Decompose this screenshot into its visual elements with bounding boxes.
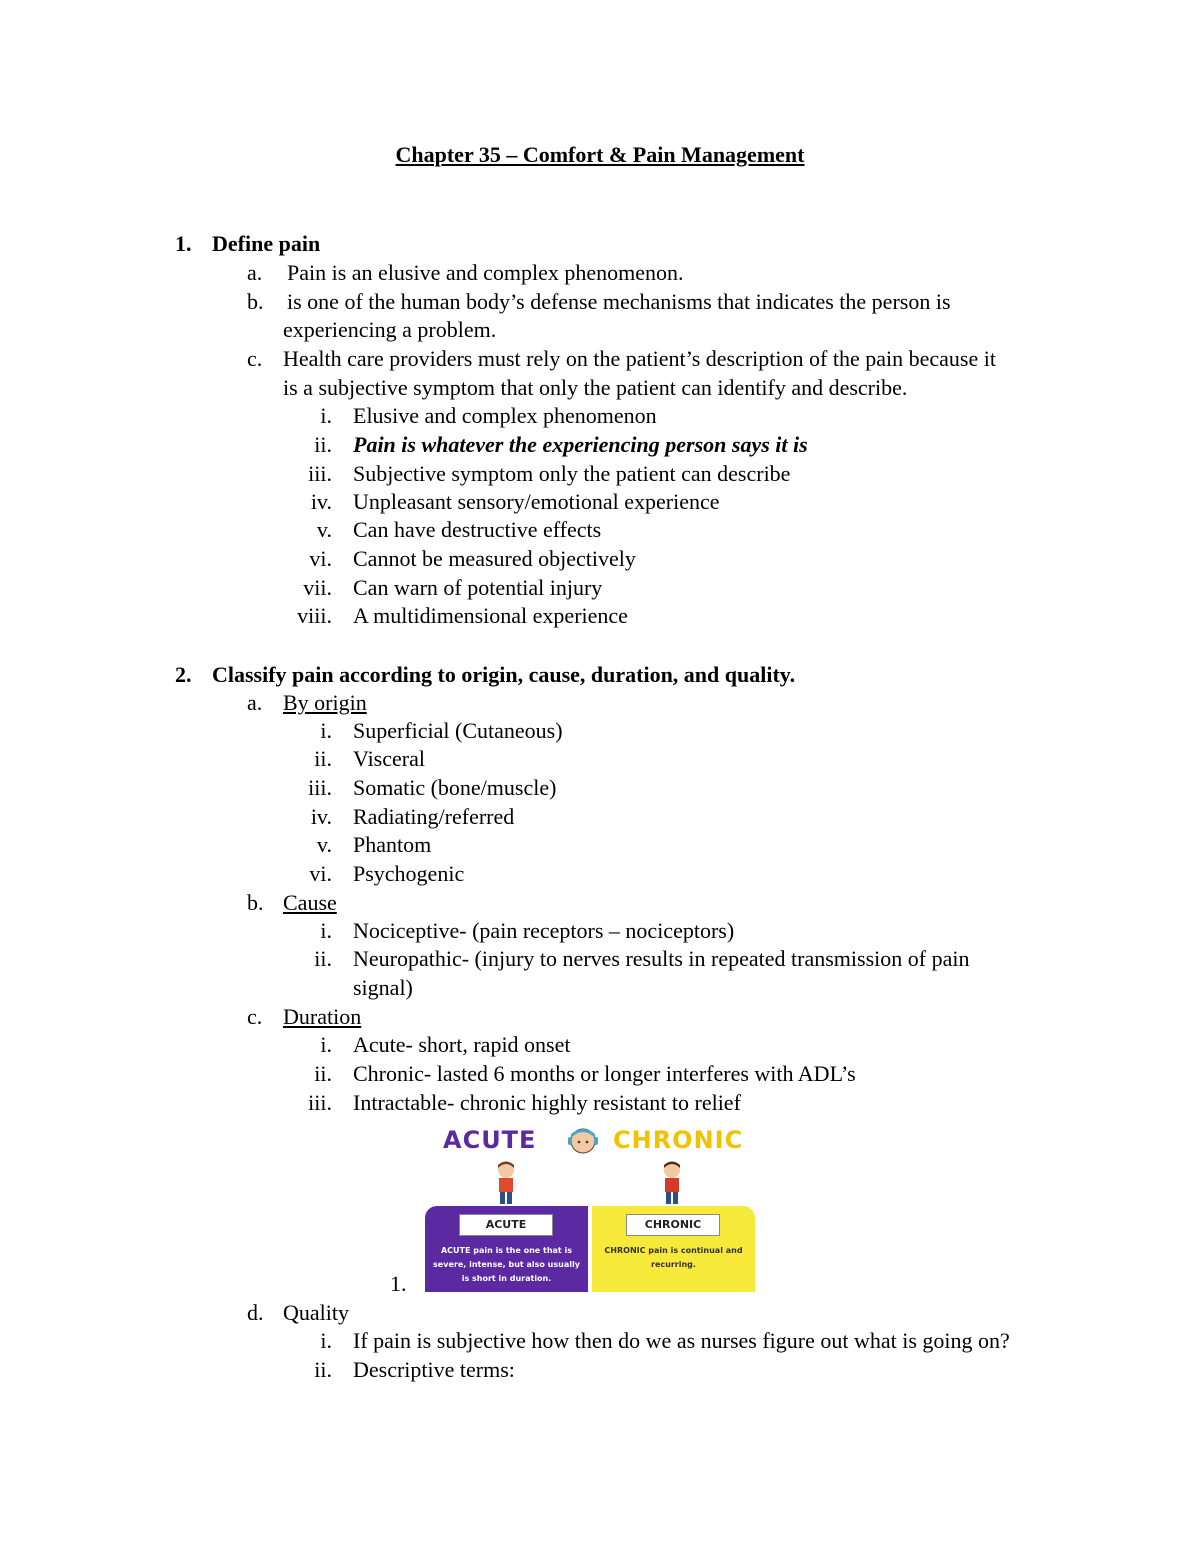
s2-d-marker: i. <box>320 1328 332 1353</box>
s2-a-marker: vi. <box>309 861 332 886</box>
head-icon <box>565 1126 601 1156</box>
s2-c-item: Acute- short, rapid onset <box>353 1032 571 1057</box>
s2-a-item: Phantom <box>353 832 432 857</box>
s1-roman-item: Can warn of potential injury <box>353 575 603 600</box>
s2-c-item: Intractable- chronic highly resistant to relief <box>353 1090 741 1115</box>
s1-roman-marker: iii. <box>308 461 332 486</box>
s2-b-marker: ii. <box>314 946 332 971</box>
s1-roman-marker: ii. <box>314 432 332 457</box>
figure-chronic-heading: CHRONIC <box>613 1126 744 1154</box>
s2-b-marker: i. <box>320 918 332 943</box>
s2-a-item: Superficial (Cutaneous) <box>353 718 563 743</box>
acute-panel <box>425 1206 588 1292</box>
s2-c-marker: iii. <box>308 1090 332 1115</box>
s2-a-marker: iv. <box>310 804 332 829</box>
figure-acute-heading: ACUTE <box>443 1126 537 1154</box>
s1-c-marker: c. <box>247 346 263 371</box>
child-chronic-icon <box>657 1160 687 1206</box>
s2-b-item: Neuropathic- (injury to nerves results in repeated transmission of pain <box>353 946 970 971</box>
s1-roman-marker: v. <box>316 517 332 542</box>
s1-roman-marker: vi. <box>309 546 332 571</box>
s2-a-marker: ii. <box>314 746 332 771</box>
chronic-description: CHRONIC pain is continual and recurring. <box>604 1246 743 1269</box>
s1-roman-item-emphasis: Pain is whatever the experiencing person says it is <box>353 432 808 457</box>
s2-a-item: Psychogenic <box>353 861 465 886</box>
section-2-number: 2. <box>175 662 192 687</box>
s1-a-marker: a. <box>247 260 263 285</box>
chronic-panel <box>592 1206 755 1292</box>
s2-a-item: Somatic (bone/muscle) <box>353 775 557 800</box>
s2-a-marker: i. <box>320 718 332 743</box>
chronic-tag: CHRONIC <box>626 1214 720 1236</box>
figure-header <box>425 1124 755 1154</box>
s1-roman-marker: vii. <box>303 575 332 600</box>
acute-chronic-figure <box>425 1120 755 1292</box>
s1-b-text-1: is one of the human body’s defense mechanisms that indicates the person is <box>287 289 951 314</box>
acute-description: ACUTE pain is the one that is severe, intense, but also usually is short in duration. <box>433 1246 580 1283</box>
s2-a-marker: v. <box>316 832 332 857</box>
s2-a-marker: iii. <box>308 775 332 800</box>
section-2-heading: Classify pain according to origin, cause, duration, and quality. <box>212 662 796 687</box>
s1-roman-item: A multidimensional experience <box>353 603 628 628</box>
s1-roman-item: Unpleasant sensory/emotional experience <box>353 489 720 514</box>
s1-roman-marker: iv. <box>310 489 332 514</box>
s2-c-marker: c. <box>247 1004 263 1029</box>
s2-a-item: Visceral <box>353 746 425 771</box>
s2-c-marker: i. <box>320 1032 332 1057</box>
s1-roman-item: Can have destructive effects <box>353 517 602 542</box>
s1-c-text-2: is a subjective symptom that only the patient can identify and describe. <box>283 375 908 400</box>
page-title: Chapter 35 – Comfort & Pain Management <box>395 142 805 167</box>
section-1-heading: Define pain <box>212 231 321 256</box>
s2-c-heading: Duration <box>283 1004 362 1029</box>
acute-tag: ACUTE <box>459 1214 553 1236</box>
s1-roman-marker: i. <box>320 403 332 428</box>
s2-a-marker: a. <box>247 690 263 715</box>
s1-b-text-2: experiencing a problem. <box>283 317 497 342</box>
s2-d-marker: d. <box>247 1300 264 1325</box>
figure-list-marker: 1. <box>390 1271 407 1296</box>
s1-roman-item: Elusive and complex phenomenon <box>353 403 657 428</box>
section-1-number: 1. <box>175 231 192 256</box>
s2-d-marker: ii. <box>314 1357 332 1382</box>
child-acute-icon <box>491 1160 521 1206</box>
s1-roman-marker: viii. <box>297 603 332 628</box>
s2-d-item: Descriptive terms: <box>353 1357 515 1382</box>
s1-a-text: Pain is an elusive and complex phenomenon. <box>287 260 684 285</box>
s2-a-heading: By origin <box>283 690 367 715</box>
s2-b-item: Nociceptive- (pain receptors – nociceptors) <box>353 918 735 943</box>
s2-b-item-cont: signal) <box>353 975 413 1000</box>
s2-b-marker: b. <box>247 890 264 915</box>
s1-roman-item: Cannot be measured objectively <box>353 546 636 571</box>
s1-c-text-1: Health care providers must rely on the patient’s description of the pain because it <box>283 346 996 371</box>
s1-roman-item: Subjective symptom only the patient can describe <box>353 461 791 486</box>
s2-d-heading: Quality <box>283 1300 349 1325</box>
s1-b-marker: b. <box>247 289 264 314</box>
s2-b-heading: Cause <box>283 890 337 915</box>
s2-a-item: Radiating/referred <box>353 804 515 829</box>
s2-d-item: If pain is subjective how then do we as nurses figure out what is going on? <box>353 1328 1010 1353</box>
s2-c-item: Chronic- lasted 6 months or longer interferes with ADL’s <box>353 1061 856 1086</box>
s2-c-marker: ii. <box>314 1061 332 1086</box>
